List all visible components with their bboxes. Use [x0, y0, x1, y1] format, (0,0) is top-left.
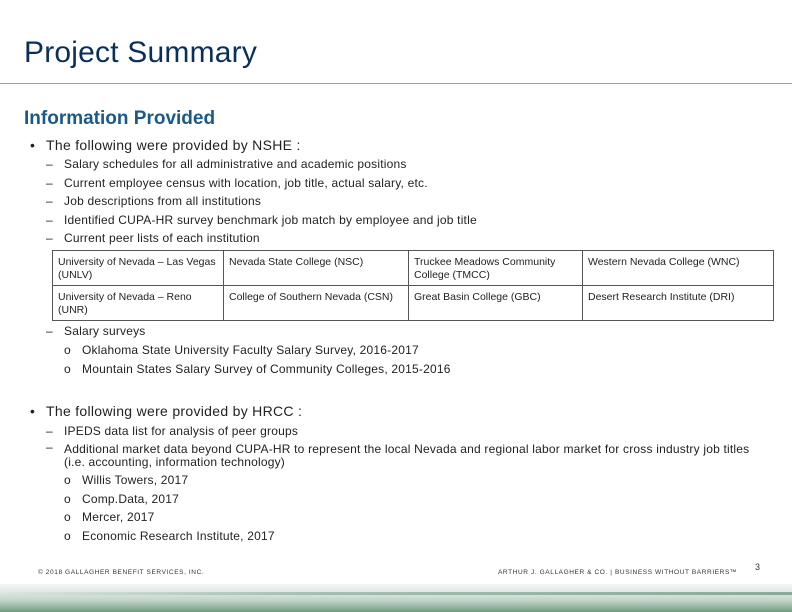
list-item	[46, 322, 146, 341]
hrcc-sources-list	[64, 471, 275, 545]
list-item-text: Salary surveys	[64, 324, 146, 338]
table-cell: University of Nevada – Las Vegas (UNLV)	[53, 251, 224, 286]
dash-icon: –	[46, 212, 53, 227]
table-cell: Great Basin College (GBC)	[409, 286, 583, 321]
list-item	[46, 211, 477, 230]
footer-decorative-stripe	[0, 592, 792, 595]
list-item	[64, 490, 275, 509]
dash-icon: –	[46, 194, 53, 209]
footer-copyright: © 2018 GALLAGHER BENEFIT SERVICES, INC.	[38, 569, 205, 576]
list-item-text: Comp.Data, 2017	[82, 491, 180, 506]
circle-bullet-icon: o	[64, 343, 71, 357]
hrcc-item-2-text: Additional market data beyond CUPA-HR to represent the local Nevada and regional labor market for cross industry job titles (i.e. accounting, information technology)	[64, 442, 750, 469]
dash-icon: –	[46, 157, 53, 171]
list-item	[46, 155, 477, 174]
circle-bullet-icon: o	[64, 528, 71, 543]
list-item	[64, 360, 451, 379]
page-title: Project Summary	[24, 36, 258, 69]
dash-icon: –	[46, 440, 53, 454]
list-item	[64, 527, 275, 546]
hrcc-items-list	[46, 422, 298, 441]
salary-surveys-list	[46, 322, 146, 341]
list-item	[46, 192, 477, 211]
list-item	[46, 422, 298, 441]
hrcc-heading-text: The following were provided by HRCC :	[46, 403, 303, 419]
bullet-icon: •	[30, 137, 36, 153]
table-row	[53, 286, 774, 321]
list-item-text: Current employee census with location, job title, actual salary, etc.	[64, 175, 428, 190]
list-item-text: Identified CUPA-HR survey benchmark job match by employee and job title	[64, 212, 477, 227]
list-item	[64, 471, 275, 490]
page-number: 3	[755, 562, 761, 572]
list-item	[64, 508, 275, 527]
table-cell: College of Southern Nevada (CSN)	[224, 286, 409, 321]
list-item-text: Salary schedules for all administrative and academic positions	[64, 157, 407, 171]
table-cell: Western Nevada College (WNC)	[583, 251, 774, 286]
list-item-text: Current peer lists of each institution	[64, 231, 260, 246]
salary-surveys-sublist	[64, 341, 451, 378]
hrcc-heading	[30, 403, 302, 419]
list-item-text: Mercer, 2017	[82, 510, 155, 525]
footer-decorative-bar	[0, 584, 792, 612]
table-cell: University of Nevada – Reno (UNR)	[53, 286, 224, 321]
dash-icon: –	[46, 231, 53, 246]
list-item-text: Economic Research Institute, 2017	[82, 528, 275, 543]
bullet-icon: •	[30, 403, 36, 419]
table-cell: Truckee Meadows Community College (TMCC)	[409, 251, 583, 286]
circle-bullet-icon: o	[64, 361, 71, 376]
list-item-text: Willis Towers, 2017	[82, 473, 189, 487]
list-item	[64, 341, 451, 360]
table-cell: Desert Research Institute (DRI)	[583, 286, 774, 321]
circle-bullet-icon: o	[64, 473, 71, 487]
nshe-heading	[30, 137, 301, 153]
dash-icon: –	[46, 424, 53, 438]
circle-bullet-icon: o	[64, 491, 71, 506]
table-row	[53, 251, 774, 286]
list-item-text: Job descriptions from all institutions	[64, 194, 262, 209]
list-item	[46, 229, 477, 248]
nshe-heading-text: The following were provided by NSHE :	[46, 137, 301, 153]
circle-bullet-icon: o	[64, 510, 71, 525]
list-item	[46, 174, 477, 193]
list-item-text: Mountain States Salary Survey of Community Colleges, 2015-2016	[82, 361, 451, 376]
section-subtitle: Information Provided	[24, 108, 216, 129]
footer-company-tagline: ARTHUR J. GALLAGHER & CO. | BUSINESS WITHOUT BARRIERS™	[498, 569, 737, 576]
header-divider	[0, 83, 792, 84]
dash-icon: –	[46, 175, 53, 190]
dash-icon: –	[46, 324, 53, 338]
table-cell: Nevada State College (NSC)	[224, 251, 409, 286]
list-item-text: Oklahoma State University Faculty Salary Survey, 2016-2017	[82, 343, 419, 357]
list-item-text: IPEDS data list for analysis of peer groups	[64, 424, 299, 438]
nshe-items-list	[46, 155, 477, 248]
institutions-table	[52, 250, 774, 321]
